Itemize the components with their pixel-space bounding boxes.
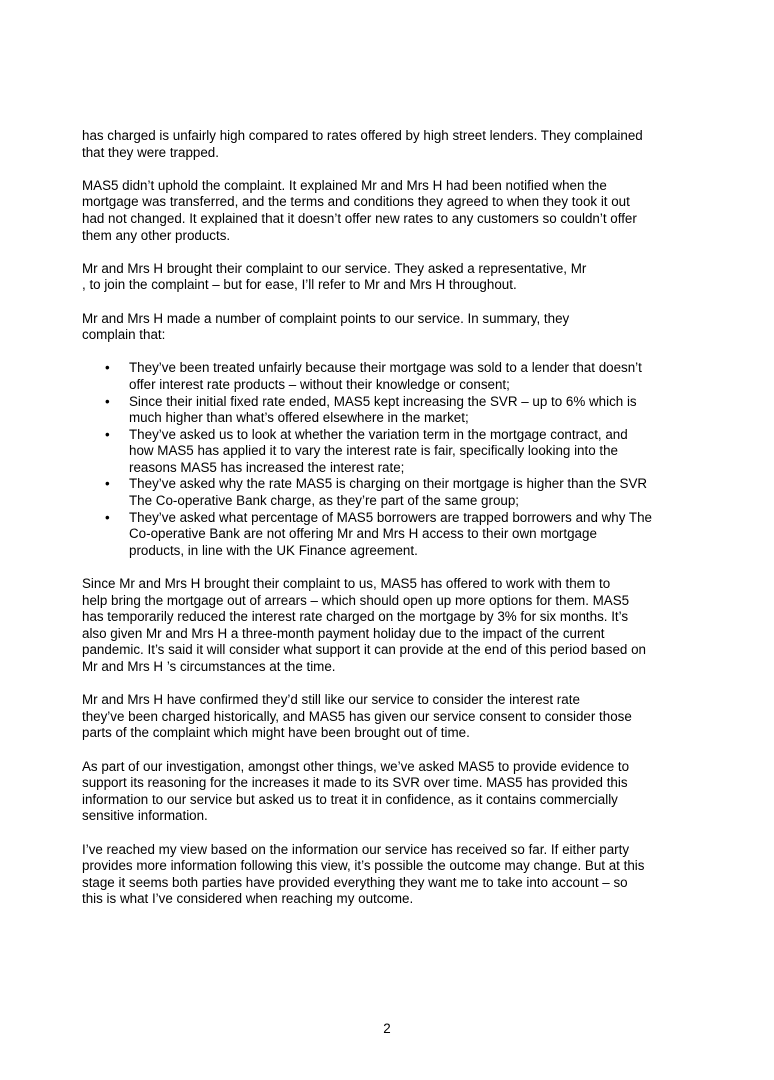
list-item: • They’ve asked us to look at whether the variation term in the mortgage contract, and how MAS5 has applied it to vary the interest rate is fair, specifically looking into the reasons MAS5 has increased the interest rate; (129, 427, 694, 477)
document-body (82, 128, 694, 925)
page-number: 2 (383, 1021, 391, 1036)
list-item: • Since their initial fixed rate ended, MAS5 kept increasing the SVR – up to 6% which is much higher than what’s offered elsewhere in the market; (129, 394, 694, 427)
paragraph-view-basis: I’ve reached my view based on the information our service has received so far. If either party provides more information following this view, it’s possible the outcome may change. But at this stage it seems both parties have provided everything they want me to take into account – so this is what I’ve considered when reaching my outcome. (82, 841, 645, 907)
paragraph-complaint-points-intro: Mr and Mrs H made a number of complaint points to our service. In summary, they complain that: (82, 310, 570, 343)
complaint-points-list (82, 360, 694, 559)
paragraph-complaint-summary: has charged is unfairly high compared to rates offered by high street lenders. They complained that they were trapped. (82, 128, 643, 160)
list-item: • They’ve been treated unfairly because their mortgage was sold to a lender that doesn’t offer interest rate products – without their knowledge or consent; (129, 360, 694, 393)
list-item: • They’ve asked what percentage of MAS5 borrowers are trapped borrowers and why The Co-operative Bank are not offering Mr and Mrs H access to their own mortgage products, in line with the UK Finance agreement. (129, 510, 694, 560)
paragraph-consent: Mr and Mrs H have confirmed they’d still like our service to consider the interest rate they’ve been charged historically, and MAS5 has given our service consent to consider those parts of the complaint which might have been brought out of time. (82, 692, 632, 741)
paragraph-representative: Mr and Mrs H brought their complaint to our service. They asked a representative, Mr , to join the complaint – but for ease, I’ll refer to Mr and Mrs H throughout. (82, 260, 587, 293)
paragraph-arrears-support: Since Mr and Mrs H brought their complaint to us, MAS5 has offered to work with them to help bring the mortgage out of arrears – which should open up more options for them. MAS5 has temporarily reduced the interest rate charged on the mortgage by 3% for six months. It’s also given Mr and Mrs H a three-month payment holiday due to the impact of the current pandemic. It’s said it will consider what support it can provide at the end of this period based on Mr and Mrs H ’s circumstances at the time. (82, 576, 646, 674)
paragraph-mas5-response: MAS5 didn’t uphold the complaint. It explained Mr and Mrs H had been notified when the mortgage was transferred, and the terms and conditions they agreed to when they took it out had not changed. It explained that it doesn’t offer new rates to any customers so couldn’t offer them any other products. (82, 177, 637, 243)
list-item: • They’ve asked why the rate MAS5 is charging on their mortgage is higher than the SVR The Co-operative Bank charge, as they’re part of the same group; (129, 476, 694, 509)
paragraph-investigation: As part of our investigation, amongst other things, we’ve asked MAS5 to provide evidence to support its reasoning for the increases it made to its SVR over time. MAS5 has provided this information to our service but asked us to treat it in confidence, as it contains commercially sensitive information. (82, 758, 630, 824)
